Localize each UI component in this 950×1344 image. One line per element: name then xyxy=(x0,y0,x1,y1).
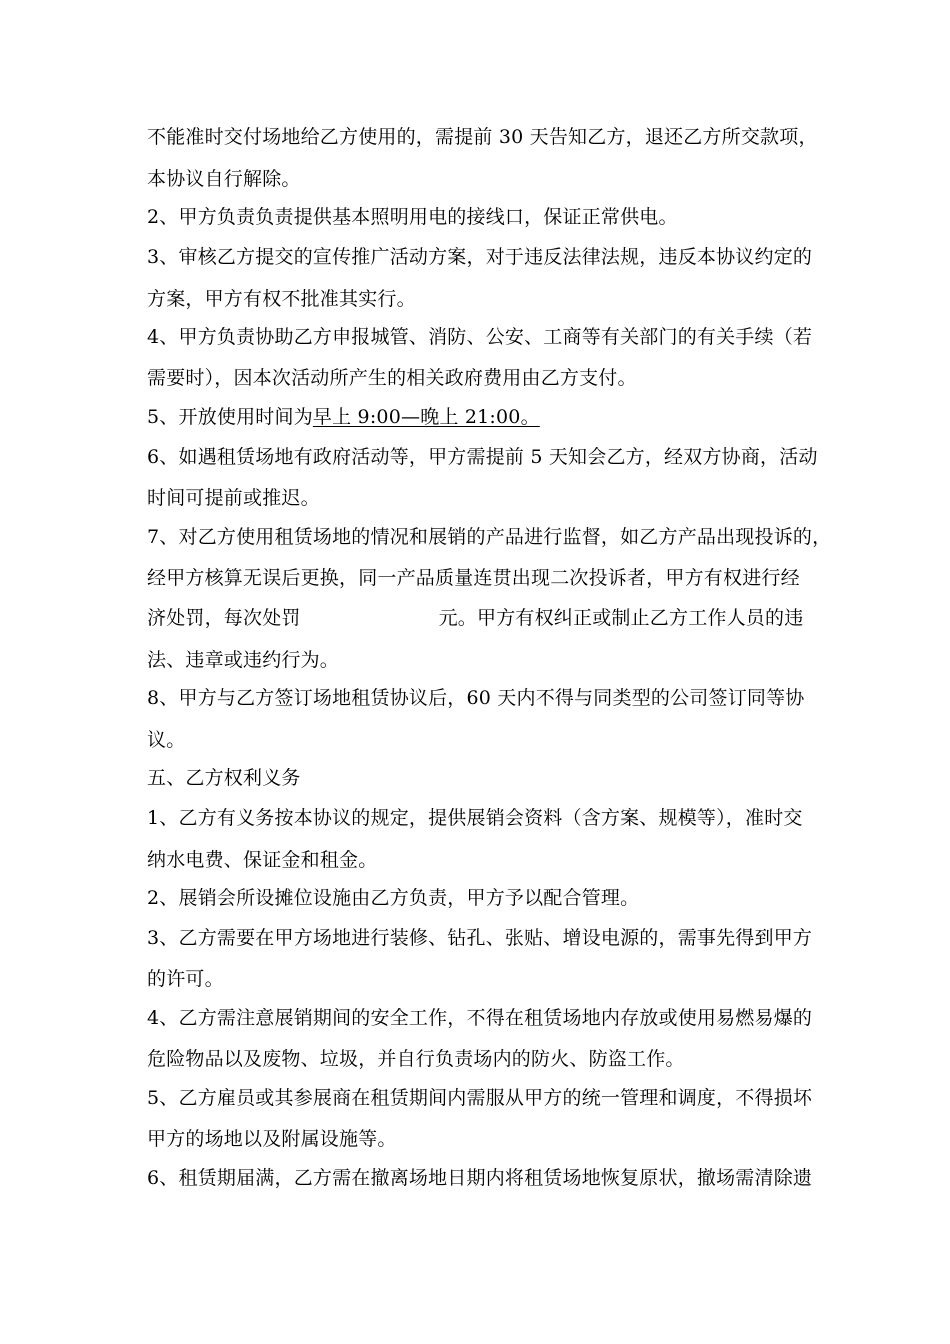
text-line: 1、乙方有义务按本协议的规定，提供展销会资料（含方案、规模等），准时交 xyxy=(147,807,803,829)
text-line: 4、甲方负责协助乙方申报城管、消防、公安、工商等有关部门的有关手续（若 xyxy=(147,326,813,348)
section-heading: 五、乙方权利义务 xyxy=(147,767,301,789)
text-line: 5、乙方雇员或其参展商在租赁期间内需服从甲方的统一管理和调度，不得损坏 xyxy=(147,1087,813,1109)
text-line: 本协议自行解除。 xyxy=(147,168,301,190)
text-line: 时间可提前或推迟。 xyxy=(147,487,320,509)
penalty-text: 元。甲方有权纠正或制止乙方工作人员的违 xyxy=(438,607,804,629)
opening-hours: 早上 9:00—晚上 21:00。 xyxy=(312,406,540,428)
text-line xyxy=(147,606,803,630)
text-line: 法、违章或违约行为。 xyxy=(147,649,340,671)
text-line: 3、乙方需要在甲方场地进行装修、钻孔、张贴、增设电源的，需事先得到甲方 xyxy=(147,927,813,949)
text-line: 方案，甲方有权不批准其实行。 xyxy=(147,288,416,310)
text-line: 议。 xyxy=(147,729,186,751)
text-line: 的许可。 xyxy=(147,968,224,990)
hours-label: 5、开放使用时间为 xyxy=(147,406,313,428)
text-line: 需要时），因本次活动所产生的相关政府费用由乙方支付。 xyxy=(147,367,637,389)
text-line: 2、甲方负责负责提供基本照明用电的接线口，保证正常供电。 xyxy=(147,206,678,228)
text-line: 4、乙方需注意展销期间的安全工作，不得在租赁场地内存放或使用易燃易爆的 xyxy=(147,1007,813,1029)
text-line: 危险物品以及废物、垃圾，并自行负责场内的防火、防盗工作。 xyxy=(147,1048,685,1070)
penalty-label: 济处罚，每次处罚 xyxy=(147,607,301,629)
text-line: 6、租赁期届满，乙方需在撤离场地日期内将租赁场地恢复原状，撤场需清除遗 xyxy=(147,1167,813,1189)
text-line: 甲方的场地以及附属设施等。 xyxy=(147,1128,397,1150)
text-line: 不能准时交付场地给乙方使用的，需提前 30 天告知乙方，退还乙方所交款项， xyxy=(147,126,818,148)
text-line: 3、审核乙方提交的宣传推广活动方案，对于违反法律法规，违反本协议约定的 xyxy=(147,246,813,268)
text-line: 7、对乙方使用租赁场地的情况和展销的产品进行监督，如乙方产品出现投诉的， xyxy=(147,526,832,548)
text-line: 8、甲方与乙方签订场地租赁协议后，60 天内不得与同类型的公司签订同等协 xyxy=(147,687,805,709)
text-line: 6、如遇租赁场地有政府活动等，甲方需提前 5 天知会乙方，经双方协商，活动 xyxy=(147,446,818,468)
text-line xyxy=(147,405,540,429)
text-line: 纳水电费、保证金和租金。 xyxy=(147,849,378,871)
text-line: 2、展销会所设摊位设施由乙方负责，甲方予以配合管理。 xyxy=(147,887,640,909)
text-line: 经甲方核算无误后更换，同一产品质量连贯出现二次投诉者，甲方有权进行经 xyxy=(147,567,800,589)
